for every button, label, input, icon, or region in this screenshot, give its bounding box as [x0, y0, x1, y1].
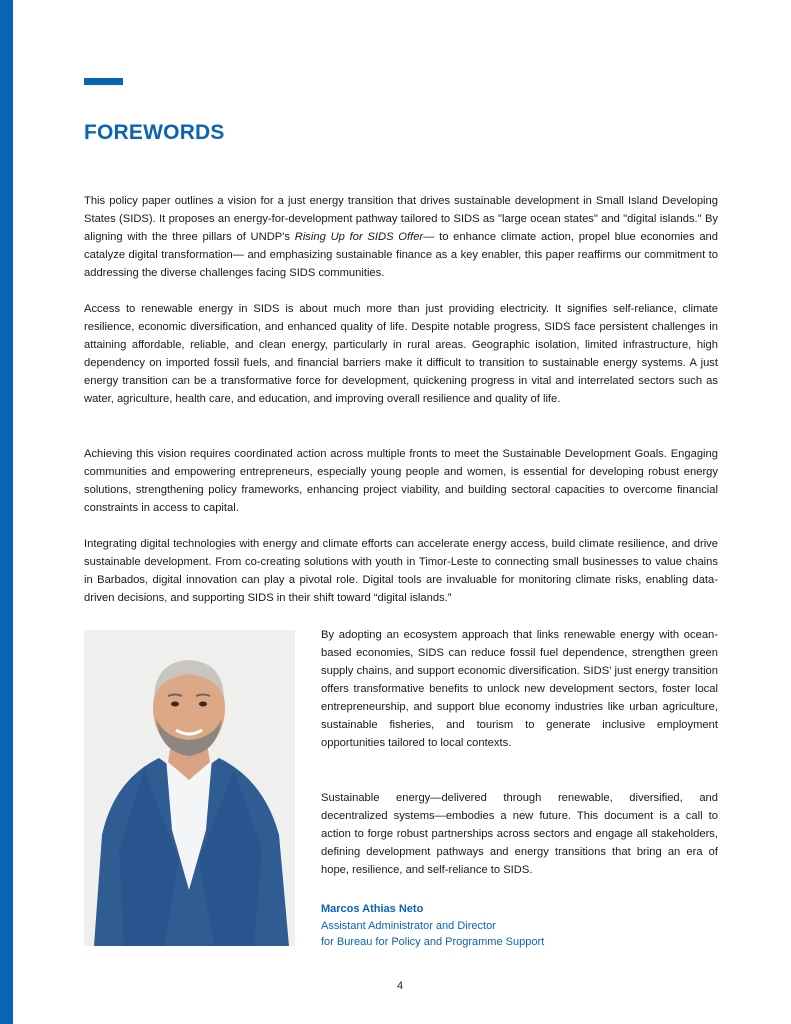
signature-name: Marcos Athias Neto	[321, 903, 424, 915]
paragraph-ecosystem: By adopting an ecosystem approach that links renewable energy with ocean-based economies, SIDS can reduce fossil fuel dependence, strengthen green supply chains, and support economic diversification. SIDS’ just energy transition offers transformative benefits to unlock new development sectors, foster local entrepreneurship, and support blue economy industries like urban agriculture, sustainable fisheries, and tourism to generate inclusive employment opportunities tailored to local contexts.	[321, 629, 718, 749]
page-title: FOREWORDS	[84, 121, 225, 144]
paragraph-intro	[84, 192, 718, 282]
paragraph-vision: Achieving this vision requires coordinated action across multiple fronts to meet the Sustainable Development Goals. Engaging communities and empowering entrepreneurs, especially young people and women, is essential for developing robust energy solutions, strengthening policy frameworks, enhancing project viability, and building sectoral capacities to overcome financial constraints in access to capital.	[84, 448, 718, 514]
author-portrait	[84, 630, 295, 946]
paragraph-intro-part-b: — to enhance climate action, propel blue economies and catalyze digital transformation— and emphasizing sustainable finance as a key enabler, this paper reaffirms our commitment to addressing the diverse challenges facing SIDS communities.	[84, 231, 718, 279]
portrait-illustration	[84, 630, 295, 946]
paragraph-intro-italic: Rising Up for SIDS Offer	[294, 231, 424, 243]
page-number: 4	[397, 980, 404, 992]
title-accent-rule	[84, 78, 123, 85]
signature-title-line1: Assistant Administrator and Director	[321, 920, 496, 932]
paragraph-access: Access to renewable energy in SIDS is about much more than just providing electricity. It signifies self-reliance, climate resilience, economic diversification, and enhanced quality of life. Despite notable progress, SIDS face persistent challenges in attaining affordable, reliable, and clean energy, particularly in rural areas. Geographic isolation, limited infrastructure, high dependency on imported fossil fuels, and financial barriers make it difficult to transition to sustainable energy systems. A just energy transition can be a transformative force for development, quickening progress in vital and interrelated sectors such as water, agriculture, health care, and education, and improving overall resilience and quality of life.	[84, 303, 718, 405]
signature-title-line2: for Bureau for Policy and Programme Support	[321, 936, 545, 948]
side-accent-bar	[0, 0, 13, 1024]
paragraph-intro-part-a: This policy paper outlines a vision for a just energy transition that drives sustainable development in Small Island Developing States (SIDS). It proposes an energy-for-development pathway tailored to SIDS as "large ocean states" and "digital islands." By aligning with the three pillars of UNDP's	[84, 195, 718, 243]
paragraph-digital: Integrating digital technologies with energy and climate efforts can accelerate energy access, build climate resilience, and drive sustainable development. From co-creating solutions with youth in Timor-Leste to connecting small businesses to value chains in Barbados, digital innovation can play a pivotal role. Digital tools are invaluable for monitoring climate risks, enabling data-driven decisions, and supporting SIDS in their shift toward “digital islands.”	[84, 538, 718, 604]
paragraph-sustainable-energy: Sustainable energy—delivered through renewable, diversified, and decentralized systems—embodies a new future. This document is a call to action to forge robust partnerships across sectors and engage all stakeholders, defining development pathways and energy transitions that bring an era of hope, resilience, and self-reliance to SIDS.	[321, 792, 718, 876]
